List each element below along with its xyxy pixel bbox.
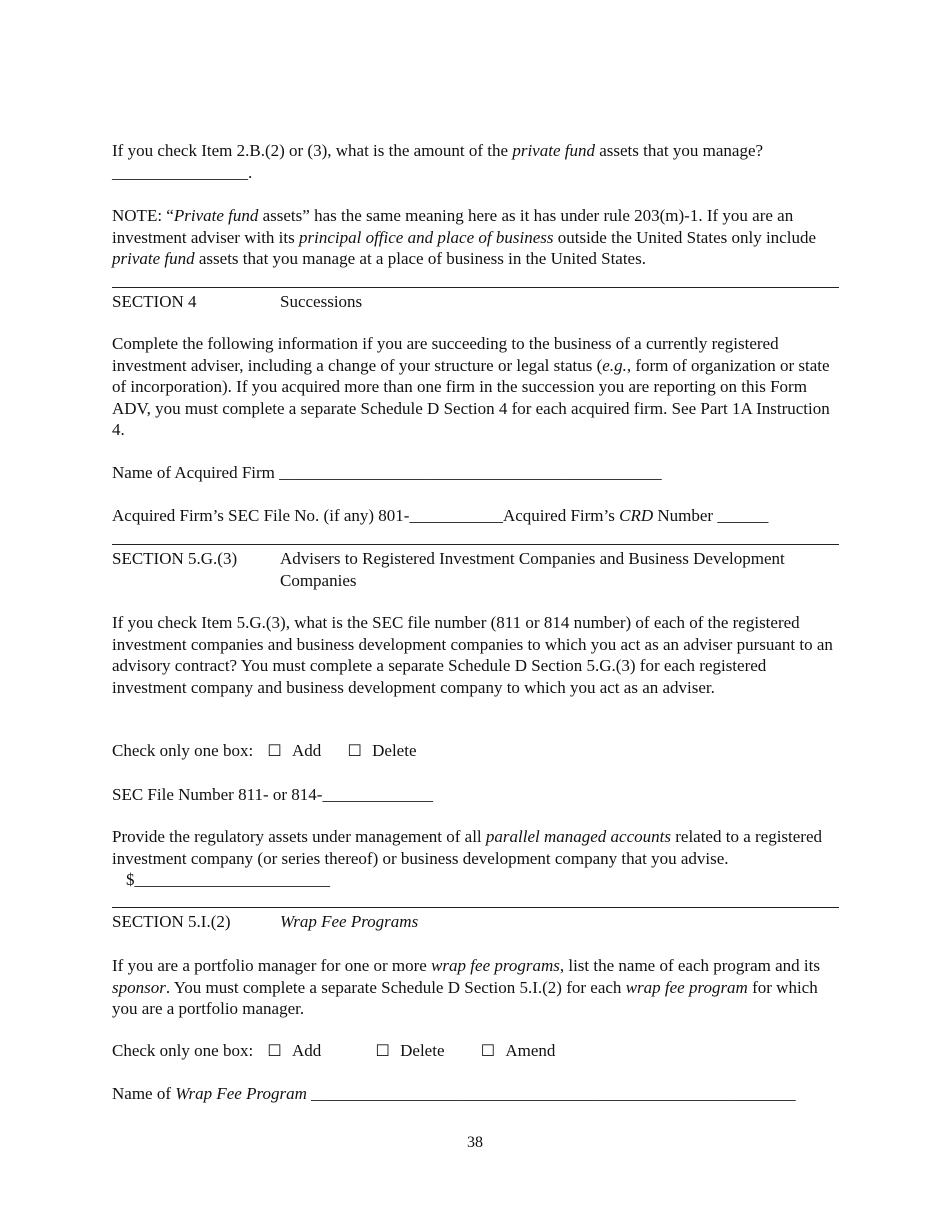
- sec-file-number-field[interactable]: _____________: [322, 785, 433, 804]
- crd-label: Acquired Firm’s: [502, 506, 620, 525]
- sec-file-number-label: SEC File Number 811- or 814-: [112, 785, 323, 804]
- section-divider: [112, 544, 839, 545]
- regulatory-assets-text-b: related to a registered investment company (or series thereof) or business development company that you advise.: [112, 827, 823, 868]
- sec-file-number-row: [112, 784, 839, 806]
- item-2b-question: [112, 140, 839, 183]
- wrap-text-d: for which you are a portfolio manager.: [112, 977, 818, 1018]
- wrap-name-italic: Wrap Fee Program: [175, 1084, 307, 1103]
- section-4-eg: e.g.: [602, 355, 627, 375]
- section-number: SECTION 5.G.(3): [112, 549, 238, 568]
- wrap-fee-program-name-field[interactable]: _________________________________________________________: [306, 1084, 796, 1103]
- section-4-text-a: Complete the following information if you are succeeding to the business of a currently registered investment adviser, including a change of your structure or legal status (: [112, 334, 779, 375]
- section-title: Advisers to Registered Investment Companies and Business Development Companies: [280, 549, 785, 590]
- acquired-firm-name-field[interactable]: _____________________________________________: [279, 463, 662, 482]
- item-2b-italic: private fund: [512, 141, 595, 160]
- check-label: Check only one box:: [112, 741, 254, 760]
- section-title: Wrap Fee Programs: [280, 912, 419, 931]
- check-one-box-row: [112, 1040, 839, 1063]
- acquired-firm-name-row: [112, 462, 839, 484]
- sec-file-label: Acquired Firm’s SEC File No. (if any) 801-: [112, 506, 410, 525]
- crd-number-field[interactable]: ______: [717, 506, 769, 525]
- wrap-text-b: , list the name of each program and its: [559, 956, 820, 975]
- item-2b-text: If you check Item 2.B.(2) or (3), what is the amount of the: [112, 141, 513, 160]
- note-text-2: assets” has the same meaning here as it has under rule 203(m)-1. If you are an investment adviser with its: [112, 206, 794, 247]
- note-text-4: outside the United States only include: [553, 227, 816, 247]
- delete-checkbox-icon[interactable]: ☐: [375, 1043, 390, 1060]
- add-option-label: Add: [292, 1041, 322, 1060]
- add-checkbox-icon[interactable]: ☐: [267, 1043, 282, 1060]
- crd-italic: CRD: [619, 506, 654, 525]
- wrap-italic-2: sponsor: [112, 977, 166, 997]
- page-number: 38: [467, 1134, 483, 1151]
- note-lead: NOTE: “: [112, 206, 174, 225]
- wrap-text-c: . You must complete a separate Schedule D Section 5.I.(2) for each: [165, 977, 626, 997]
- wrap-italic-1: wrap fee programs: [431, 956, 560, 975]
- note-paragraph: [112, 205, 839, 270]
- acquired-firm-file-row: [112, 505, 839, 527]
- delete-checkbox-icon[interactable]: ☐: [347, 743, 362, 760]
- crd-label-end: Number: [653, 506, 718, 525]
- item-2b-text-end: assets that you manage?: [594, 141, 764, 160]
- wrap-italic-3: wrap fee program: [625, 977, 748, 997]
- section-number: SECTION 5.I.(2): [112, 912, 231, 931]
- check-one-box-row: [112, 740, 839, 763]
- add-option-label: Add: [292, 741, 322, 760]
- section-4-text-b: , form of organization or state of incorporation). If you acquired more than one firm in the succession you are reporting on this Form ADV, you must complete a separate Schedule D Section 4 for each acquired firm. See Part 1A Instruction 4.: [112, 355, 830, 439]
- section-5i2-heading: [112, 911, 839, 933]
- note-text-6: assets that you manage at a place of business in the United States.: [194, 249, 646, 268]
- regulatory-assets-italic: parallel managed accounts: [485, 827, 671, 846]
- regulatory-assets-field[interactable]: $_______________________: [126, 870, 330, 889]
- note-italic-3: principal office and place of business: [298, 227, 554, 247]
- section-divider: [112, 907, 839, 908]
- section-5g3-heading: [112, 548, 839, 592]
- note-italic-1: Private fund: [173, 206, 259, 225]
- section-4-heading: [112, 291, 839, 313]
- section-5i2-instructions: [112, 955, 839, 1020]
- amend-checkbox-icon[interactable]: ☐: [480, 1043, 496, 1060]
- section-title: Successions: [280, 292, 363, 311]
- check-label: Check only one box:: [112, 1041, 254, 1060]
- amend-option-label: Amend: [505, 1041, 556, 1060]
- sec-file-field[interactable]: ___________: [409, 506, 503, 525]
- section-5g3-text: If you check Item 5.G.(3), what is the SEC file number (811 or 814 number) of each of the registered investment companies and business development companies to which you act as an adviser pursuant to an advisory contract? You must complete a separate Schedule D Section 5.G.(3) for each registered investment company and business development company to which you act as an adviser.: [112, 613, 833, 697]
- wrap-fee-program-name-row: [112, 1083, 839, 1105]
- delete-option-label: Delete: [372, 741, 417, 760]
- regulatory-assets-paragraph: [112, 826, 839, 891]
- delete-option-label: Delete: [400, 1041, 445, 1060]
- wrap-text-a: If you are a portfolio manager for one or more: [112, 956, 432, 975]
- private-fund-assets-field[interactable]: ________________.: [112, 162, 253, 182]
- section-divider: [112, 287, 839, 288]
- section-5g3-instructions: [112, 612, 839, 698]
- wrap-name-label: Name of: [112, 1084, 176, 1103]
- regulatory-assets-text-a: Provide the regulatory assets under management of all: [112, 827, 486, 846]
- section-4-instructions: [112, 333, 839, 441]
- add-checkbox-icon[interactable]: ☐: [267, 743, 282, 760]
- section-number: SECTION 4: [112, 292, 197, 311]
- acquired-firm-name-label: Name of Acquired Firm: [112, 463, 280, 482]
- note-italic-5: private fund: [112, 249, 195, 268]
